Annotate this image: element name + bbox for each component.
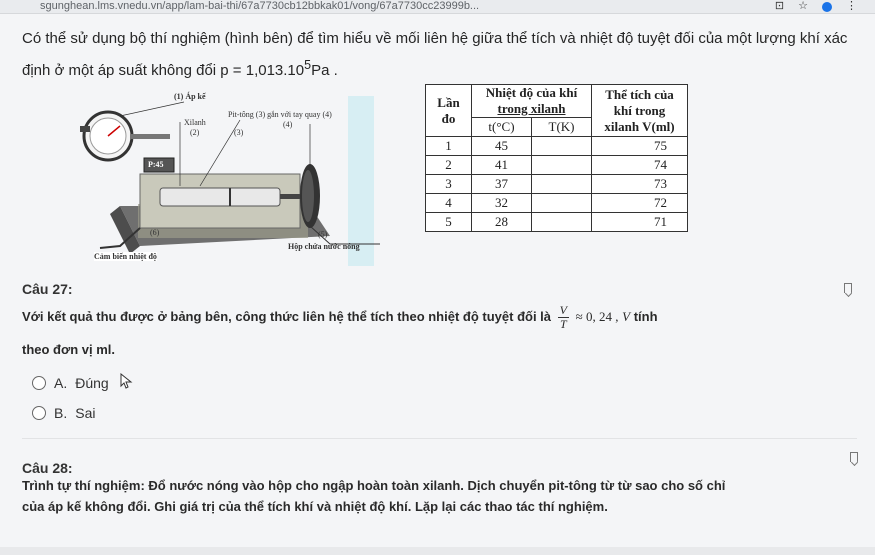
- cell-t-celsius: 45: [472, 137, 532, 156]
- data-table: [425, 84, 688, 232]
- browser-toolbar-icons: [775, 0, 857, 13]
- header-t-celsius: t(°C): [472, 118, 532, 137]
- cell-volume: 75: [592, 137, 688, 156]
- label-xilanh: Xilanh: [184, 118, 206, 127]
- cell-t-celsius: 28: [472, 213, 532, 232]
- cell-volume: 74: [592, 156, 688, 175]
- cell-volume: 73: [592, 175, 688, 194]
- q27-text: Với kết quả thu được ở bảng bên, công thức liên hệ thể tích theo nhiệt độ tuyệt đối là $\frac{V}{T}$ ≈ 0, 24 , V tính: [22, 303, 658, 331]
- radio-button[interactable]: [32, 376, 46, 390]
- label-num6: (6): [150, 228, 160, 237]
- v-over-t-fraction: $\frac{V}{T}$: [559, 303, 567, 331]
- q28-text: Trình tự thí nghiệm: Đổ nước nóng vào hộp cho ngập hoàn toàn xilanh. Dịch chuyển pit-tông từ từ sao cho số chỉ của áp kế không đổi. Ghi giá trị của thể tích khí và nhiệt độ khí. Lặp lại các thao tác thí nghiệm.: [22, 478, 726, 514]
- bookmark-icon[interactable]: [844, 283, 852, 293]
- cell-t-kelvin: [532, 175, 592, 194]
- label-hop-nuoc-nong: Hộp chứa nước nóng: [288, 242, 360, 251]
- question-divider: [22, 438, 857, 439]
- cell-volume: 72: [592, 194, 688, 213]
- cell-lan: 2: [426, 156, 472, 175]
- mouse-cursor-icon: [120, 373, 134, 389]
- install-icon[interactable]: ⊡: [774, 0, 785, 12]
- cell-t-kelvin: [532, 194, 592, 213]
- radio-button[interactable]: [32, 406, 46, 420]
- cell-volume: 71: [592, 213, 688, 232]
- label-xilanh-num: (2): [190, 128, 200, 137]
- bottom-bar: [0, 547, 875, 555]
- table-row: [426, 156, 688, 175]
- cell-t-celsius: 37: [472, 175, 532, 194]
- star-icon[interactable]: ☆: [798, 0, 808, 12]
- header-lan-do: Lần đo: [426, 85, 472, 137]
- question-intro: Có thể sử dụng bộ thí nghiệm (hình bên) để tìm hiểu về mối liên hệ giữa thể tích và nhiệt độ tuyệt đối của một lượng khí xác định ở một áp suất không đổi $p = 1,013.10^5Pa$ .: [22, 30, 848, 79]
- label-cam-bien: Cảm biến nhiệt độ: [94, 252, 157, 261]
- label-num4: (4): [283, 120, 293, 129]
- table-row: [426, 175, 688, 194]
- cell-lan: 1: [426, 137, 472, 156]
- display-reading: P:45: [148, 160, 164, 169]
- table-header-row: [426, 85, 688, 118]
- header-nhiet-do: Nhiệt độ của khí trong xilanh: [472, 85, 592, 118]
- table-row: [426, 137, 688, 156]
- cell-lan: 5: [426, 213, 472, 232]
- exponent: 5: [304, 58, 312, 72]
- cell-lan: 4: [426, 194, 472, 213]
- label-ap-ke: (1) Áp kế: [174, 92, 206, 101]
- q28-title: Câu 28:: [22, 460, 73, 476]
- cell-t-kelvin: [532, 137, 592, 156]
- profile-avatar-icon[interactable]: [822, 2, 832, 12]
- q27-option-b[interactable]: B. Sai: [32, 405, 95, 421]
- label-num3: (3): [234, 128, 244, 137]
- header-the-tich: Thể tích của khí trong xilanh V(ml): [592, 85, 688, 137]
- cell-lan: 3: [426, 175, 472, 194]
- label-num5: (5): [318, 230, 328, 239]
- table-row: [426, 194, 688, 213]
- more-menu-icon[interactable]: ⋮: [846, 0, 857, 12]
- q27-text-line2: theo đơn vị ml.: [22, 342, 116, 357]
- cell-t-celsius: 41: [472, 156, 532, 175]
- label-pittong: Pit-tông (3) gắn với tay quay (4): [228, 110, 332, 119]
- table-row: [426, 213, 688, 232]
- cell-t-kelvin: [532, 213, 592, 232]
- header-t-kelvin: T(K): [532, 118, 592, 137]
- q27-option-a[interactable]: A. Đúng: [32, 375, 109, 391]
- bookmark-icon[interactable]: [850, 452, 858, 462]
- cell-t-celsius: 32: [472, 194, 532, 213]
- q27-title: Câu 27:: [22, 281, 73, 297]
- experiment-figure: [80, 86, 400, 266]
- browser-url-bar[interactable]: [0, 0, 875, 14]
- cell-t-kelvin: [532, 156, 592, 175]
- url-text[interactable]: sgunghean.lms.vnedu.vn/app/lam-bai-thi/67a7730cb12bbkak01/vong/67a7730cc23999b...: [40, 0, 480, 12]
- table-body: [426, 137, 688, 232]
